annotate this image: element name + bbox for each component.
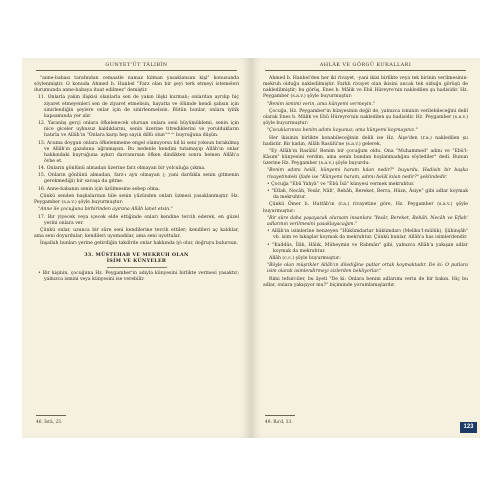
right-page-header: AHLÂK VE GÖRGÜ KURALLARI: [319, 62, 412, 68]
list-item: • Allâh'ın isimlerine benzeyen "Hükümdarlar hükümdarı (Meliku'l-mülûk), Şâhinşâh" vb. isim ve lakaplar koymak da mekruhtur. Çünkü bunlar, Allâh'a has isimlerdendir.: [267, 229, 468, 241]
right-header-rule: [265, 70, 466, 71]
section-heading: [34, 252, 239, 264]
quote-paragraph: "Bir süre daha yaşayacak olursam insanlara 'Yesâr, Bereket, Rebâh, Necâh ve Eflah' adlarının verilmesini yasaklayacağım.": [267, 215, 468, 227]
section-divider: [107, 267, 167, 268]
quote-paragraph: "Anne ile çocuğuna birbirinden ayırana Allâh lanet etsin.": [38, 207, 173, 213]
paragraph: Çünkü onlar, uzunca bir süre seni kendilerine tercih ettiler; kendileri aç kaldılar, ama seni doyurdular; kendileri uyumadılar, ama seni uyuttular.: [34, 228, 239, 240]
list-item: 15. Onların gönlünü almadan, farz-ı ayn olmayan (; yani dardıkla senin gitmenin gerekmediği) bir savaşa da gitme.: [38, 173, 239, 185]
quote-paragraph: "Benim ismimi verin, ama künyemi vermeyin.": [267, 101, 376, 107]
left-page-body: [34, 76, 239, 284]
list-item: 17. Bir yiyecek veya içecek elde ettiğinde onları kendine tercih ederek, en güzel yerini onlara ver.: [38, 214, 239, 226]
open-book: [22, 58, 480, 438]
list-item: 11. Onlarla yakın ilişkisi olanlarla sen de yakın ilişki kurmalı; onlardan ayrılıp hiç ziyaret etmeyenleri sen de ziyaret etmelisin, hayatta ve ölümde kendi şahsın için sinirlendiğin şeylere onlar için de sinirlenmelisin. Bütün bunlar, onlara iyilik kapsamında yer alır.: [38, 95, 239, 119]
page-number-badge: 123: [460, 422, 477, 433]
section-title-line-1: 33. MÜSTEHAB VE MEKRUH OLAN: [84, 251, 189, 258]
list-item: 16. Anne-babanın senin için üzülmesine sebep olma.: [38, 186, 161, 192]
left-footnote-rule: [36, 415, 66, 416]
paragraph: Allâh (c.c.) şöyle buyurmuştur:: [269, 255, 341, 261]
left-page-paragraphs: [34, 76, 239, 248]
list-item: 13. Acuma doygun onlara öfkelenmeme engel olamıyorsa bil ki seni yoksun bırakılmış ve Allâh'ın gazabına uğramışsın. Bu nedenle kendini tutamayıp Allâh'ın onlar hakkındaki buyruğuna aykırı davranırsan öfken dindikten sonra hemen Allâh'a övbe et.: [38, 140, 239, 164]
paragraph: Ahmed b. Hanbel'den her iki rivayet, -yani ikisi birlikte veya tek birinin verilmesinin- mekruh olduğu nakledilmiştir. Farklı rivayet olan ikisini ancak tek olduğu görüşü de nakledilmiştir; bu görüş, Enes b. Mâlik ve Ebû Hüreyre'nin nakledilen şu hadisidir. Hz. Peygamber (s.a.v.) şöyle buyurmuştur:: [263, 76, 468, 100]
paragraph: Çünkü senden başkalarının bile senin yüzünden onları üzmesi yasaklanmıştır. Hz. Peygamber (s.a.v.) şöyle buyurmuştur:: [34, 194, 239, 206]
right-page-paragraphs: [263, 76, 468, 289]
left-footnote: 46. İsrâ, 23.: [36, 420, 63, 425]
paragraph: İnşallah bunları yerine getirdiğin takdirde onlar hakkında iyi olur, doğruyu bulursun.: [40, 241, 239, 247]
right-footnote-rule: [265, 415, 295, 416]
left-page-header: GUNYET'ÜT TÂLIBÎN: [105, 62, 168, 68]
list-item: 14. Onların gönlünü almadan üzerine farz olmayan bir yolculuğa çıkma.: [38, 166, 206, 172]
paragraph: Rimi tefsirciler, bu âyeti "De ki: Onlara benim adlarımı verin de bir bakın. Hiç bu adlar, onlara yakışıyor mu?" biçiminde yorumlamışlardır.: [263, 276, 468, 288]
paragraph: Çünkü Ömer b. Hattâb'ın (r.a.) rivayetine göre, Hz. Peygamber (s.a.v.) şöyle buyurmuştur:: [263, 202, 468, 214]
list-item: • Bir kişinin, çocuğuna Hz. Peygamber'in adıyla künyesini birlikte vermesi yasaktır; yalnızca ismini veya künyesini ise verebilir.: [38, 270, 239, 282]
paragraph: "Ey Allâh'ın Rasûlü! Benim bir çocuğum oldu. Ona "Muhammed" adını ve "Ebû'l-Kâsım" künyesini verdim, ama senin bundan hoşlanmadığını söylediler" dedi. Bunun üzerine Hz. Peygamber (s.a.v.) şöyle buyurdu:: [263, 148, 468, 167]
left-page-after-section: [34, 271, 239, 283]
list-item: • Çocuğa "Ebû Yahyâ" ve "Ebû İsâ" künyesi vermek mekruhtur.: [267, 181, 415, 187]
paragraph: Çocuğa, Hz. Peygamber'in künyesinin değil de, yalnızca isminin verilebileceğini delil olarak Enes b. Mâlik ve Ebû Hüreyre'nin nakledilen şu hadisidir. Hz. Peygamber (s.a.v.) şöyle buyurmuştur:: [263, 108, 468, 127]
right-page: [251, 58, 480, 438]
quote-paragraph: "Böyle olan müşrikler Allâh'ın dilediğine putlar ortak koymaktadır. De ki: O putlara isim olarak isimlendirmeyi sizlerden bekliyorlar.": [267, 263, 468, 275]
paragraph: "anne-babası tarafından cemaatle namaz kılman yasaklansan kişi" konusunda söylenmiştir. O konuda Ahmed b. Hanbel "Farz olan bir şeyi terk etmeyi istemeleri durumunda anne-babaya itaat edilmez" demiştir.: [34, 76, 239, 94]
right-footnote: 49. Ra'd, 33.: [265, 420, 293, 425]
right-page-body: [263, 76, 468, 290]
list-item: • "Eflah, Necâh, Yesâr, Nâfi', Rebâh, Bereket, Berra, Hüzn, Âsiye" gibi adlar koymak da mekruhtur.: [267, 189, 468, 201]
quote-paragraph: "Çocuklarınıza benim adımı koyunuz; ama künyemi koymayınız.": [267, 128, 418, 134]
left-page: [22, 58, 252, 438]
paragraph: Her ikisinin birlikte konabileceğinin delili ise Hz. Âişe'den (r.a.) nakledilen şu hadistir. Bir kadın, Allâh Rasûlü'ne (s.a.v.) gelerek,: [263, 135, 468, 147]
list-item: 12. Yaranlış gerçi onlara öfkelenecek olursan onlara seni büyümüklemi, senin için nice giceler uykusuz kaldıklarını, senin üzerine titrediklerini ve yoruldukların hatırla ve Allâh'ın "Onlara karşı hep sayılı dillü olun"^^ buyruğuna düşün.: [38, 121, 239, 139]
section-title-line-2: İSİM VE KÜNYELER: [106, 257, 167, 264]
quote-paragraph: "Benim adımı helâl, künyemi haram kılan nedir?" buyurdu. Hadisin bir başka rivayetindeki ifade ise "Künyemi haram, adımı helâl kılan nedir?" şeklindedir.: [267, 168, 468, 180]
list-item: • "Kuddûs, İlâh, Hâlık, Müheymin ve Rahmân" gibi, yalnızca Allâh'a yakışan adlar koymak da mekruhtur.: [267, 242, 468, 254]
left-header-rule: [36, 70, 237, 71]
